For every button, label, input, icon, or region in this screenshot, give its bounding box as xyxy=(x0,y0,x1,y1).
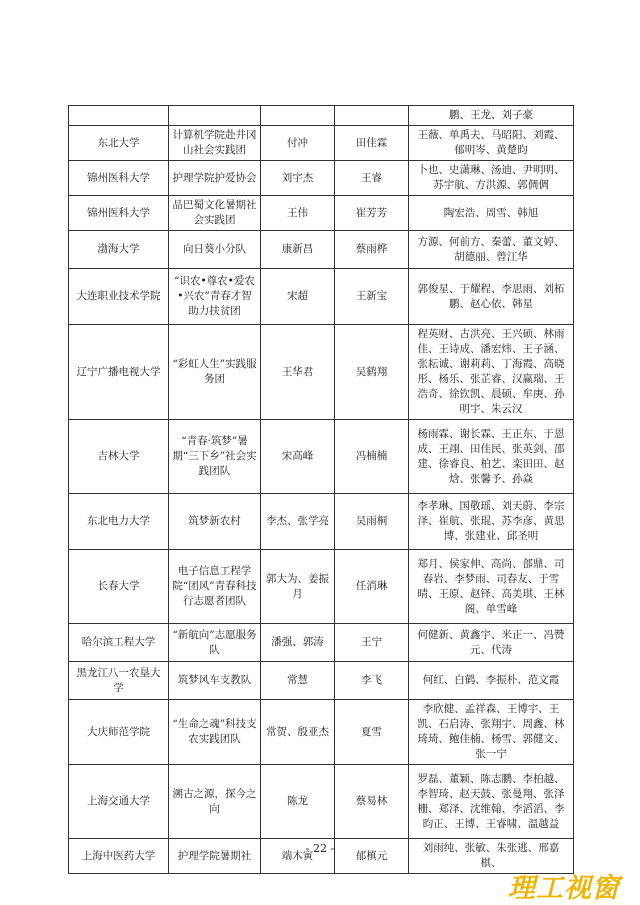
table-row xyxy=(69,662,574,700)
cell-team: “彩虹人生”实践服务团 xyxy=(169,325,261,420)
cell-university: 辽宁广播电视大学 xyxy=(69,325,169,420)
cell-members: 李孝琳、国敬瑶、刘天蔚、李宗泽、崔航、张琨、苏李彦、黄思博、张建业、邱圣明 xyxy=(409,494,574,550)
cell-advisor xyxy=(335,106,409,126)
cell-team: “新航向”志愿服务队 xyxy=(169,624,261,662)
cell-advisor: 李飞 xyxy=(335,662,409,700)
cell-team: “青春·筑梦”暑期“三下乡”社会实践团队 xyxy=(169,420,261,494)
cell-members: 郭俊星、于耀程、李思雨、刘柘鹏、赵心依、韩星 xyxy=(409,269,574,325)
cell-advisor: 王新宝 xyxy=(335,269,409,325)
cell-university: 上海中医药大学 xyxy=(69,839,169,874)
table-row xyxy=(69,624,574,662)
cell-members: 王薇、单禹夫、马昭阳、刘霞、郁明岑、黄楚昀 xyxy=(409,126,574,161)
team-list-table xyxy=(68,105,574,874)
table-row xyxy=(69,106,574,126)
table-row xyxy=(69,126,574,161)
table-row xyxy=(69,196,574,231)
cell-university: 渤海大学 xyxy=(69,231,169,269)
cell-leader: 常慧 xyxy=(261,662,335,700)
cell-leader: 潘强、郭涛 xyxy=(261,624,335,662)
cell-leader: 李杰、张学亮 xyxy=(261,494,335,550)
cell-team: 筑梦新农村 xyxy=(169,494,261,550)
cell-leader: 康新昌 xyxy=(261,231,335,269)
cell-leader xyxy=(261,106,335,126)
cell-leader: 王华君 xyxy=(261,325,335,420)
cell-members: 李欣健、孟祥森、王博宇、王凯、石启涛、张翔宇、周鑫、林琦琦、鲍佳楠、杨雪、郭健文、张一宁 xyxy=(409,700,574,765)
cell-team xyxy=(169,106,261,126)
team-list-body xyxy=(69,106,574,874)
table-row xyxy=(69,550,574,624)
cell-leader: 宋超 xyxy=(261,269,335,325)
cell-advisor: 蔡易林 xyxy=(335,765,409,839)
cell-university: 吉林大学 xyxy=(69,420,169,494)
cell-university: 大庆师范学院 xyxy=(69,700,169,765)
cell-team: “识农•尊农•爱农•兴农”青春才智助力扶贫团 xyxy=(169,269,261,325)
cell-leader: 陈龙 xyxy=(261,765,335,839)
cell-members: 卜也、史潇琳、汤迪、尹明明、苏宇航、方洪源、郭倜倜 xyxy=(409,161,574,196)
cell-members: 陶宏浩、周雪、韩旭 xyxy=(409,196,574,231)
cell-advisor: 任消琳 xyxy=(335,550,409,624)
cell-leader: 郭大为、姜振月 xyxy=(261,550,335,624)
cell-university: 长春大学 xyxy=(69,550,169,624)
table-row xyxy=(69,420,574,494)
cell-team: 向日葵小分队 xyxy=(169,231,261,269)
cell-members: 鹏、王龙、刘子豪 xyxy=(409,106,574,126)
cell-university xyxy=(69,106,169,126)
cell-university: 上海交通大学 xyxy=(69,765,169,839)
cell-leader: 宋高峰 xyxy=(261,420,335,494)
cell-members: 何红、白鹤、李振朴、范文霞 xyxy=(409,662,574,700)
cell-members: 罗磊、董颖、陈志鹏、李柏越、李智琦、赵天鼓、张曼翔、张泽栅、郑泽、沈维翰、李滔滔、李昀正、王博、王睿啸、温越益 xyxy=(409,765,574,839)
cell-leader: 常贺、殷亚杰 xyxy=(261,700,335,765)
cell-team: “生命之魂”科技支农实践团队 xyxy=(169,700,261,765)
table-row xyxy=(69,231,574,269)
cell-members: 何健新、黄鑫宇、米正一、冯赞元、代涛 xyxy=(409,624,574,662)
cell-leader: 王伟 xyxy=(261,196,335,231)
cell-members: 方源、何前方、秦蕾、董文婷、胡德丽、曾江华 xyxy=(409,231,574,269)
cell-advisor: 夏雪 xyxy=(335,700,409,765)
table-row xyxy=(69,161,574,196)
cell-advisor: 吴鹤翔 xyxy=(335,325,409,420)
cell-advisor: 冯楠楠 xyxy=(335,420,409,494)
cell-university: 锦州医科大学 xyxy=(69,196,169,231)
cell-team: 计算机学院赴井冈山社会实践团 xyxy=(169,126,261,161)
cell-members: 杨雨霖、谢长霖、王正东、于恩成、王翊、田佳民、张英剑、邵建、徐睿良、柏艺、栾田田、赵焓、张馨予、孙焱 xyxy=(409,420,574,494)
cell-university: 哈尔滨工程大学 xyxy=(69,624,169,662)
table-row xyxy=(69,325,574,420)
cell-advisor: 吴雨桐 xyxy=(335,494,409,550)
cell-advisor: 蔡雨桦 xyxy=(335,231,409,269)
cell-team: 护理学院护爱协会 xyxy=(169,161,261,196)
cell-advisor: 郁槙元 xyxy=(335,839,409,874)
cell-members: 程英财、古洪亮、王兴硕、林雨佳、王诗成、潘宏炜、王子涵、张耘诚、谢莉莉、丁海霞、高晓彤、杨乐、张芷睿、汉赢瑞、王浩奇、徐钦凯、晨硕、牟庚、孙明宇、朱云汉 xyxy=(409,325,574,420)
cell-leader: 付冲 xyxy=(261,126,335,161)
cell-advisor: 王宁 xyxy=(335,624,409,662)
cell-team: 电子信息工程学院“团风”青春科技行志愿者团队 xyxy=(169,550,261,624)
cell-university: 东北大学 xyxy=(69,126,169,161)
table-row xyxy=(69,269,574,325)
cell-members: 刘雨纯、张敏、朱张逃、邢嘉棋、 xyxy=(409,839,574,874)
table-row xyxy=(69,494,574,550)
cell-team: 溯古之源，探今之向 xyxy=(169,765,261,839)
cell-team: 护理学院暑期社 xyxy=(169,839,261,874)
cell-team: 品巴蜀文化暑期社会实践团 xyxy=(169,196,261,231)
table-row xyxy=(69,700,574,765)
page-number: - 22 - xyxy=(305,842,335,855)
cell-advisor: 田佳霖 xyxy=(335,126,409,161)
cell-team: 筑梦风车支教队 xyxy=(169,662,261,700)
cell-university: 大连职业技术学院 xyxy=(69,269,169,325)
cell-university: 锦州医科大学 xyxy=(69,161,169,196)
watermark-logo: 理工视窗 xyxy=(508,873,620,904)
cell-advisor: 王睿 xyxy=(335,161,409,196)
cell-university: 黑龙江八一农垦大学 xyxy=(69,662,169,700)
cell-university: 东北电力大学 xyxy=(69,494,169,550)
cell-leader: 端木寅 xyxy=(261,839,335,874)
cell-advisor: 崔芳芳 xyxy=(335,196,409,231)
cell-members: 郑月、侯家伸、高尚、郃鼎、司春岩、李梦雨、司春友、于雪晴、王原、赵铎、高美琪、王林阁、单雪峰 xyxy=(409,550,574,624)
cell-leader: 刘宇杰 xyxy=(261,161,335,196)
table-row xyxy=(69,765,574,839)
